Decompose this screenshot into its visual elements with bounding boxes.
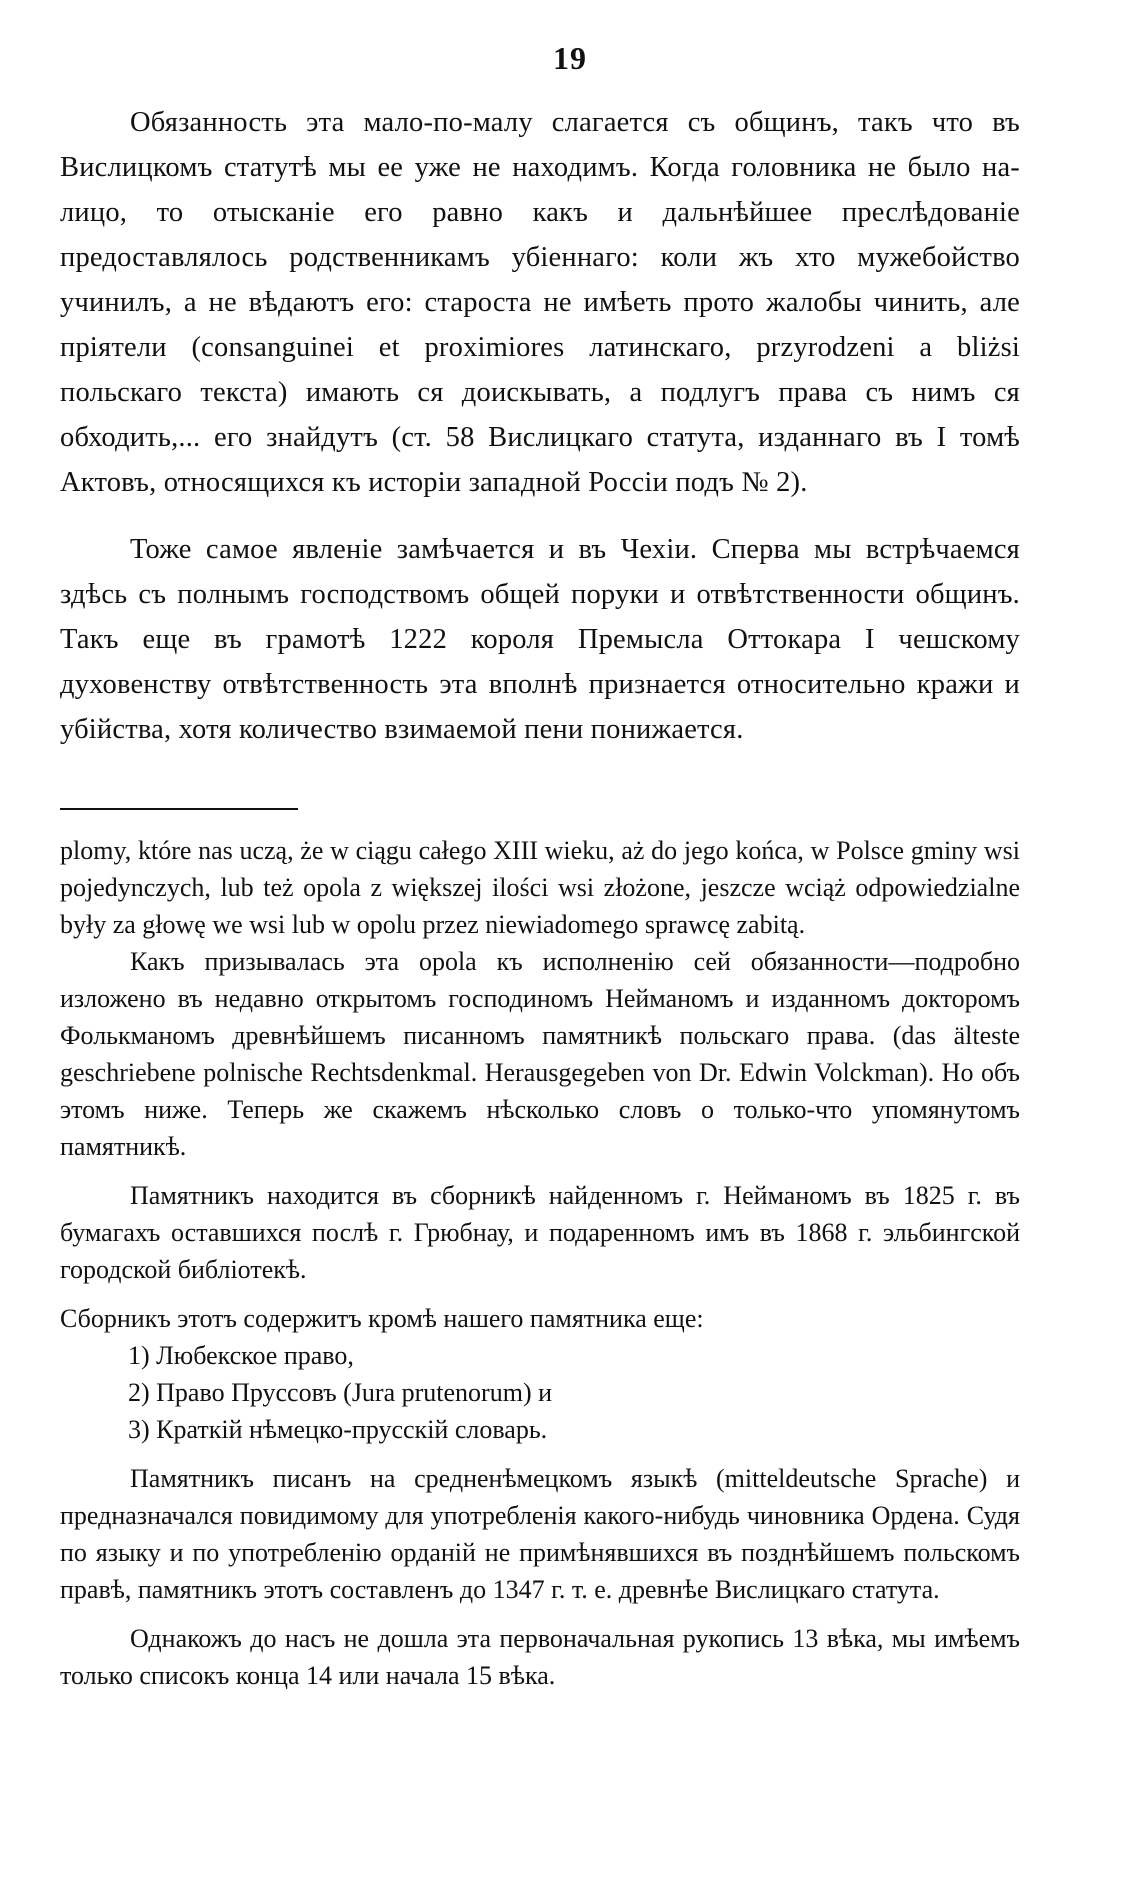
notes-section xyxy=(60,832,1020,1706)
list-item: 1) Любекское право, xyxy=(128,1341,354,1370)
notes-paragraph-1: Какъ призывалась эта opola къ исполненію сей обязанности—подробно изложено въ недавно открытомъ господиномъ Нейманомъ и изданномъ докторомъ Фолькманомъ древнѣйшемъ писанномъ памятникѣ польскаго права. (das älteste geschriebene polnische Rechtsdenkmal. Herausgegeben von Dr. Edwin Volckman). Но объ этомъ ниже. Теперь же скажемъ нѣсколько словъ о только-что упомянутомъ памятникѣ. xyxy=(60,947,1020,1161)
main-paragraph-1: Обязанность эта мало-по-малу слагается съ общинъ, такъ что въ Вислицкомъ статутѣ мы ее уже не находимъ. Когда головника не было на-лицо, то отысканіе его равно какъ и дальнѣйшее преслѣдованіе предоставлялось родственникамъ убіеннаго: коли жъ хто мужебойство учинилъ, а не вѣдаютъ его: староста не имѣеть прото жалобы чинить, але пріятели (consanguinei et proximiores латинскаго, przyrodzeni a bliżsi польскаго текста) имають ся доискывать, а подлугъ права съ нимъ ся обходить,... его знайдутъ (ст. 58 Вислицкаго статута, изданнаго въ I томѣ Актовъ, относящихся къ исторіи западной Россіи подъ № 2). xyxy=(60,107,1020,498)
notes-list-intro: Сборникъ этотъ содержитъ кромѣ нашего памятника еще: xyxy=(60,1304,704,1333)
page-number: 19 xyxy=(553,40,587,76)
notes-list xyxy=(60,1337,1020,1448)
footnote-separator xyxy=(60,808,298,810)
notes-continuation: plomy, które nas uczą, że w ciągu całego XIII wieku, aż do jego końca, w Polsce gminy wsi pojedynczych, lub też opola z większej ilości wsi złożone, jeszcze wciąż odpowiedzialne były za głowę we wsi lub w opolu przez niewiadomego sprawcę zabitą. xyxy=(60,836,1020,939)
notes-paragraph-3: Памятникъ писанъ на средненѣмецкомъ языкѣ (mitteldeutsche Sprache) и предназначался повидимому для употребленія какого-нибудь чиновника Ордена. Судя по языку и по употребленію орданій не примѣнявшихся въ позднѣйшемъ польскомъ правѣ, памятникъ этотъ составленъ до 1347 г. т. е. древнѣе Вислицкаго статута. xyxy=(60,1464,1020,1604)
notes-paragraph-4: Однакожъ до насъ не дошла эта первоначальная рукопись 13 вѣка, мы имѣемъ только списокъ конца 14 или начала 15 вѣка. xyxy=(60,1624,1020,1690)
main-paragraph-2: Тоже самое явленіе замѣчается и въ Чехіи. Сперва мы встрѣчаемся здѣсь съ полнымъ господствомъ общей поруки и отвѣтственности общинъ. Такъ еще въ грамотѣ 1222 короля Премысла Оттокара I чешскому духовенству отвѣтственность эта вполнѣ признается относительно кражи и убійства, хотя количество взимаемой пени понижается. xyxy=(60,534,1020,745)
list-item: 2) Право Пруссовъ (Jura prutenorum) и xyxy=(128,1378,553,1407)
main-text xyxy=(60,100,1020,774)
list-item: 3) Краткій нѣмецко-прусскій словарь. xyxy=(128,1415,548,1444)
notes-paragraph-2: Памятникъ находится въ сборникѣ найденномъ г. Нейманомъ въ 1825 г. въ бумагахъ оставшихся послѣ г. Грюбнау, и подаренномъ имъ въ 1868 г. эльбингской городской библіотекѣ. xyxy=(60,1181,1020,1284)
